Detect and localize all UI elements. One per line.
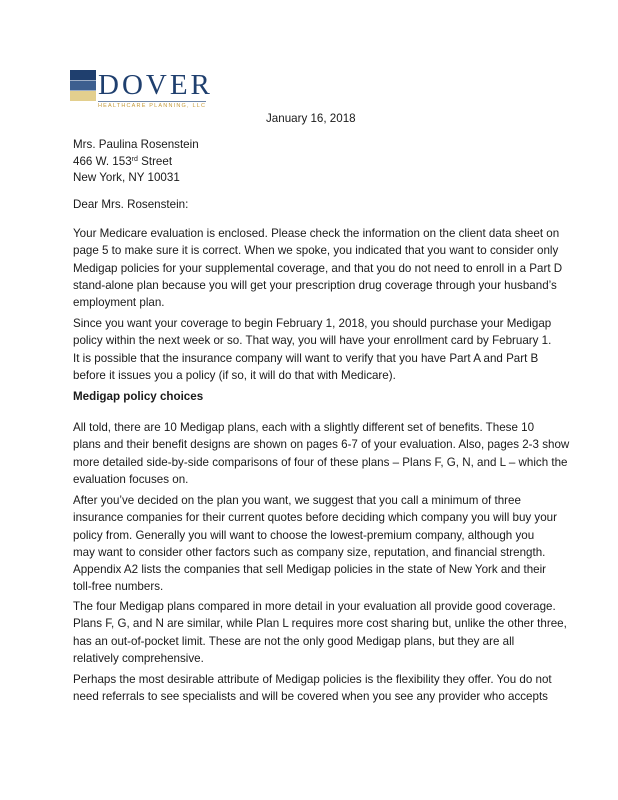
- street-name: Street: [137, 154, 173, 168]
- paragraph-1: [73, 225, 563, 311]
- paragraph-line: stand-alone plan because you will get your prescription drug coverage through your husband’s: [73, 278, 557, 292]
- paragraph-line: Your Medicare evaluation is enclosed. Please check the information on the client data sheet on: [73, 227, 560, 240]
- paragraph-line: The four Medigap plans compared in more detail in your evaluation all provide good coverage.: [73, 600, 556, 613]
- paragraph-line: toll-free numbers.: [73, 580, 164, 594]
- logo-name: DOVER: [98, 69, 213, 101]
- section-heading: Medigap policy choices: [73, 390, 204, 403]
- logo-tagline: HEALTHCARE PLANNING, LLC: [98, 103, 207, 109]
- paragraph-line: Plans F, G, and N are similar, while Plan L requires more cost sharing but, unlike the other three,: [73, 617, 567, 631]
- paragraph-line: has an out-of-pocket limit. These are not the only good Medigap plans, but they are all: [73, 634, 515, 648]
- recipient-name: Mrs. Paulina Rosenstein: [73, 138, 199, 151]
- paragraph-line: After you’ve decided on the plan you want, we suggest that you call a minimum of three: [73, 494, 521, 507]
- paragraph-line: Medigap policies for your supplemental coverage, and that you do not need to enroll in a Part D: [73, 261, 563, 275]
- paragraph-line: before it issues you a policy (if so, it will do that with Medicare).: [73, 368, 396, 382]
- street-number: 466 W. 153: [73, 154, 132, 168]
- letter-date: January 16, 2018: [266, 112, 356, 125]
- paragraph-6: [73, 671, 558, 706]
- company-logo: [70, 68, 213, 112]
- paragraph-line: employment plan.: [73, 296, 165, 310]
- paragraph-line: Appendix A2 lists the companies that sell Medigap policies in the state of New York and their: [73, 563, 547, 577]
- paragraph-line: Since you want your coverage to begin February 1, 2018, you should purchase your Medigap: [73, 317, 552, 330]
- paragraph-line: more detailed side-by-side comparisons of four of these plans – Plans F, G, N, and L – which the: [73, 455, 568, 469]
- paragraph-5: [73, 598, 567, 667]
- paragraph-line: may want to consider other factors such as company size, reputation, and financial strength.: [73, 545, 546, 559]
- paragraph-line: policy from. Generally you will want to choose the lowest-premium company, although you: [73, 528, 535, 542]
- paragraph-line: All told, there are 10 Medigap plans, each with a slightly different set of benefits. These 10: [73, 421, 535, 434]
- paragraph-line: page 5 to make sure it is correct. When we spoke, you indicated that you want to consider only: [73, 244, 559, 258]
- paragraph-line: insurance companies for their current quotes before deciding which company you will buy your: [73, 511, 557, 525]
- paragraph-line: Perhaps the most desirable attribute of Medigap policies is the flexibility they offer. You do not: [73, 673, 552, 686]
- paragraph-line: need referrals to see specialists and will be covered when you see any provider who accepts: [73, 690, 548, 704]
- recipient-address: [73, 137, 199, 187]
- paragraph-line: relatively comprehensive.: [73, 651, 204, 665]
- paragraph-3: [73, 419, 570, 488]
- recipient-city: New York, NY 10031: [73, 171, 180, 184]
- paragraph-4: [73, 492, 558, 596]
- recipient-street: [73, 154, 199, 171]
- paragraph-line: evaluation focuses on.: [73, 472, 189, 486]
- street-ordinal: rd: [131, 155, 138, 163]
- logo-mark-icon: [70, 70, 96, 101]
- paragraph-line: It is possible that the insurance company will want to verify that you have Part A and Part B: [73, 351, 539, 365]
- paragraph-line: plans and their benefit designs are shown on pages 6-7 of your evaluation. Also, pages 2-3 show: [73, 438, 570, 452]
- paragraph-line: policy within the next week or so. That way, you will have your enrollment card by February 1.: [73, 334, 552, 348]
- paragraph-2: [73, 315, 558, 384]
- salutation: Dear Mrs. Rosenstein:: [73, 198, 189, 211]
